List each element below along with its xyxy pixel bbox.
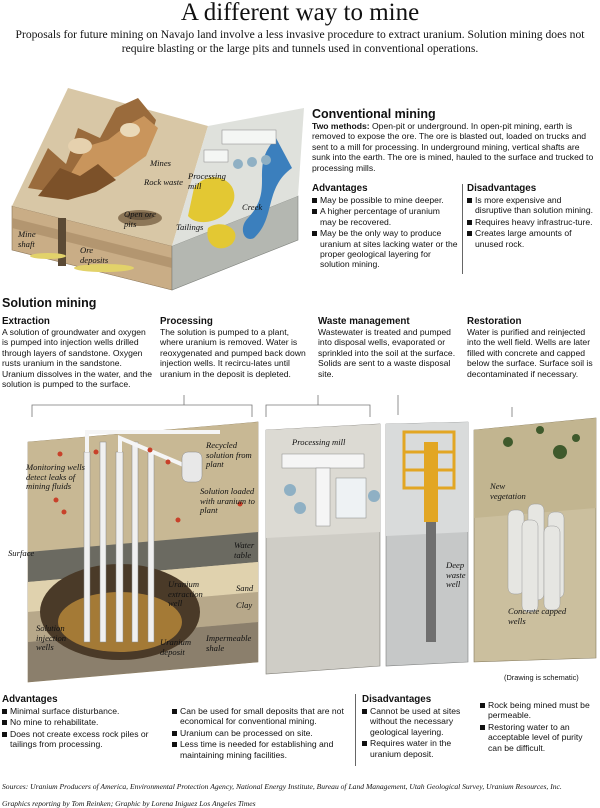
list-item: May be the only way to produce uranium at sites lacking water or the proper geological layering for solution mining. bbox=[312, 228, 458, 270]
list-item: Requires water in the uranium deposit. bbox=[362, 738, 474, 759]
page-subtitle: Proposals for future mining on Navajo land involve a less invasive procedure to extract uranium. Solution mining does not require blasting or the large pits and tunnels used in conventional operations. bbox=[15, 28, 585, 55]
list-item: A higher percentage of uranium may be recovered. bbox=[312, 206, 458, 227]
solution-heading: Solution mining bbox=[2, 296, 97, 310]
list-item: No mine to rehabilitate. bbox=[2, 717, 167, 727]
list-item: Does not create excess rock piles or tailings from processing. bbox=[2, 729, 167, 750]
list-item: Less time is needed for establishing and maintaining mining facilities. bbox=[172, 739, 348, 760]
label-recycled-solution: Recycled solution from plant bbox=[206, 440, 252, 469]
conventional-intro-label: Two methods: bbox=[312, 121, 370, 131]
conventional-intro-text: Open-pit or underground. In open-pit mining, earth is removed to expose the ore. The ore is blasted out, loaded on trucks and sent to a mill for processing. In underground mining, vertical shafts are sunk into the earth. The ore is mined, hauled to the surface and trucked to processing mills. bbox=[312, 121, 594, 173]
label-creek: Creek bbox=[242, 202, 263, 212]
divider bbox=[462, 184, 463, 274]
label-solution-injection-wells: Solution injection wells bbox=[36, 623, 67, 652]
list-item: Restoring water to an acceptable level of purity can be difficult. bbox=[480, 722, 598, 753]
credit-line: Graphics reporting by Tom Reinken; Graphic by Lorena Iniguez Los Angeles Times bbox=[2, 799, 256, 808]
list-item: Minimal surface disturbance. bbox=[2, 706, 167, 716]
step-heading-extraction: Extraction bbox=[2, 316, 50, 327]
divider bbox=[355, 694, 356, 766]
label-monitoring-wells: Monitoring wells detect leaks of mining fluids bbox=[26, 462, 85, 491]
conventional-disadvantages-heading: Disadvantages bbox=[467, 183, 537, 194]
label-processing-mill: Processing mill bbox=[188, 171, 226, 191]
conventional-heading: Conventional mining bbox=[312, 107, 436, 121]
label-open-ore-pits: Open ore pits bbox=[124, 209, 156, 229]
label-solution-loaded: Solution loaded with uranium to plant bbox=[200, 486, 255, 515]
label-tailings: Tailings bbox=[176, 222, 204, 232]
solution-advantages-list-1 bbox=[2, 706, 167, 751]
label-clay: Clay bbox=[236, 600, 253, 610]
step-heading-processing: Processing bbox=[160, 316, 213, 327]
label-rock-waste: Rock waste bbox=[144, 177, 183, 187]
solution-advantages-list-2 bbox=[172, 706, 348, 761]
label-surface: Surface bbox=[8, 548, 35, 558]
label-uranium-extraction-well: Uranium extraction well bbox=[168, 579, 203, 608]
solution-advantages-heading: Advantages bbox=[2, 694, 58, 705]
label-mine-shaft: Mine shaft bbox=[18, 229, 36, 249]
list-item: Rock being mined must be permeable. bbox=[480, 700, 598, 721]
label-uranium-deposit: Uranium deposit bbox=[160, 637, 192, 657]
list-item: Uranium can be processed on site. bbox=[172, 728, 348, 738]
label-impermeable-shale: Impermeable shale bbox=[206, 633, 252, 653]
solution-disadvantages-list-2 bbox=[480, 700, 598, 754]
step-heading-restoration: Restoration bbox=[467, 316, 522, 327]
conventional-advantages-heading: Advantages bbox=[312, 183, 368, 194]
label-ore-deposits: Ore deposits bbox=[80, 245, 109, 265]
label-sand: Sand bbox=[236, 583, 254, 593]
solution-disadvantages-list-1 bbox=[362, 706, 474, 760]
label-new-vegetation: New vegetation bbox=[490, 481, 526, 501]
step-text-restoration: Water is purified and reinjected into the well field. Wells are later filled with concrete and capped below the surface. Surface soil is decontaminated if necessary. bbox=[467, 327, 593, 379]
list-item: May be possible to mine deeper. bbox=[312, 195, 458, 205]
drawing-note: (Drawing is schematic) bbox=[504, 673, 579, 682]
list-item: Creates large amounts of unused rock. bbox=[467, 228, 597, 249]
solution-disadvantages-heading: Disadvantages bbox=[362, 694, 432, 705]
step-text-waste-management: Wastewater is treated and pumped into disposal wells, evaporated or sprinkled into the soil at the surface. Solids are sent to a waste disposal site. bbox=[318, 327, 456, 379]
label-mines: Mines bbox=[150, 158, 172, 168]
label-processing-mill-solution: Processing mill bbox=[292, 437, 346, 447]
conventional-advantages-list bbox=[312, 195, 458, 271]
list-item: Is more expensive and disruptive than solution mining. bbox=[467, 195, 597, 216]
step-heading-waste-management: Waste management bbox=[318, 316, 410, 327]
sources-line: Sources: Uranium Producers of America, Environmental Protection Agency, National Energy Institute, Bureau of Land Management, Utah Geological Survey, Uranium Resources, Inc. bbox=[2, 782, 562, 791]
label-water-table: Water table bbox=[234, 540, 255, 560]
conventional-intro bbox=[312, 121, 598, 173]
label-concrete-capped-wells: Concrete capped wells bbox=[508, 606, 567, 626]
step-text-processing: The solution is pumped to a plant, where uranium is removed. Water is reoxygenated and pumped back down injection wells. It recircu-lates until uranium in the deposit is depleted. bbox=[160, 327, 306, 379]
list-item: Requires heavy infrastruc-ture. bbox=[467, 217, 597, 227]
label-deep-waste-well: Deep waste well bbox=[446, 560, 466, 589]
conventional-disadvantages-list bbox=[467, 195, 597, 250]
list-item: Can be used for small deposits that are not economical for conventional mining. bbox=[172, 706, 348, 727]
step-text-extraction: A solution of groundwater and oxygen is pumped into injection wells drilled through layers of sandstone. Oxygen rusts uranium in the sandstone. Uranium dissolves in the water, and the solution is pumped to the surface. bbox=[2, 327, 152, 390]
list-item: Cannot be used at sites without the necessary geological layering. bbox=[362, 706, 474, 737]
page-title: A different way to mine bbox=[180, 0, 420, 26]
solution-mining-illustration bbox=[0, 412, 600, 690]
